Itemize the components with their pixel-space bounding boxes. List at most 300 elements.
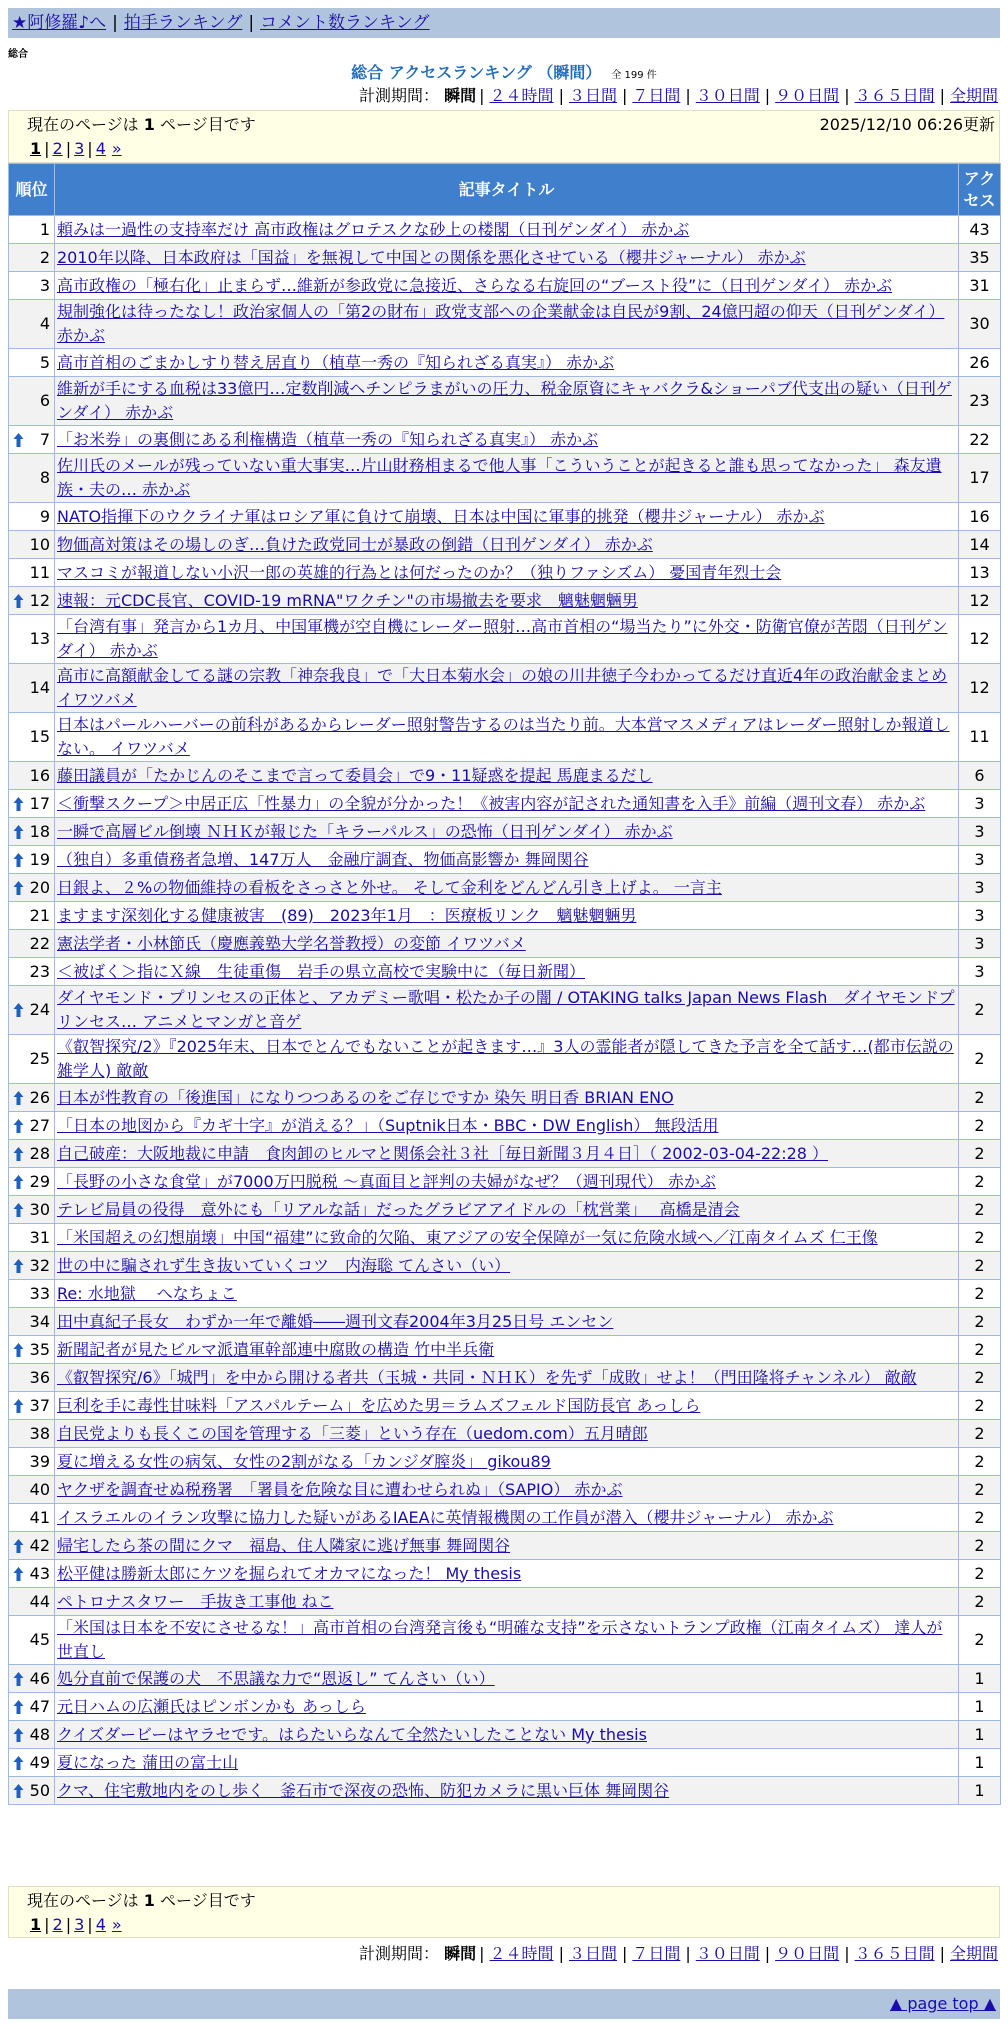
rank-cell <box>9 1448 55 1476</box>
title-cell <box>55 1224 959 1252</box>
article-link[interactable]: 日銀よ、２%の物価維持の看板をさっさと外せ。 そして金利をどんどん引き上げよ。 一言主 <box>57 877 722 897</box>
nav-link-applause-ranking[interactable]: 拍手ランキング <box>123 13 243 33</box>
period-30d[interactable]: ３０日間 <box>695 86 760 105</box>
article-link[interactable]: 自民党よりも長くこの国を管理する「三菱」という存在（uedom.com）五月晴郎 <box>57 1423 648 1443</box>
page-info-text: 現在のページは 1 ページ目です <box>27 115 256 134</box>
access-count: 12 <box>959 664 1001 713</box>
rank-number: 41 <box>29 1507 50 1527</box>
article-link[interactable]: 日本はパールハーバーの前科があるからレーダー照射警告するのは当たり前。大本営マスメディアはレーダー照射しか報道しない。 イワツバメ <box>57 715 950 758</box>
rank-up-arrow-icon <box>13 1671 24 1687</box>
access-count: 1 <box>959 1777 1001 1805</box>
period-label: 計測期間： <box>359 86 440 105</box>
table-row <box>9 1168 1001 1196</box>
title-cell <box>55 958 959 986</box>
rank-up-arrow-icon <box>13 593 24 609</box>
rank-cell <box>9 902 55 930</box>
rank-cell <box>9 846 55 874</box>
access-count: 2 <box>959 1364 1001 1392</box>
access-count: 2 <box>959 1616 1001 1665</box>
access-count: 2 <box>959 1112 1001 1140</box>
pager-page-4[interactable]: 4 <box>95 139 106 158</box>
access-count: 14 <box>959 531 1001 559</box>
rank-number: 10 <box>29 534 50 554</box>
table-row <box>9 377 1001 426</box>
pager-current-bottom: 1 <box>30 1915 42 1934</box>
title-cell <box>55 1168 959 1196</box>
access-count: 3 <box>959 790 1001 818</box>
table-row <box>9 713 1001 762</box>
rank-cell <box>9 216 55 244</box>
title-cell <box>55 587 959 615</box>
access-count: 35 <box>959 244 1001 272</box>
table-row <box>9 1035 1001 1084</box>
rank-number: 20 <box>29 877 50 897</box>
article-link[interactable]: 「長野の小さな食堂」が7000万円脱税 ～真面目と評判の夫婦がなぜ？（週刊現代） 赤かぶ <box>57 1171 716 1191</box>
access-count: 30 <box>959 300 1001 349</box>
rank-number: 50 <box>29 1780 50 1800</box>
title-cell <box>55 1448 959 1476</box>
rank-cell <box>9 1035 55 1084</box>
title-cell <box>55 377 959 426</box>
article-link[interactable]: 「台湾有事」発言から1カ月、中国軍機が空自機にレーダー照射…高市首相の“場当たり”に外交・防衛官僚が苦悶（日刊ゲンダイ） 赤かぶ <box>57 617 948 660</box>
rank-cell <box>9 1721 55 1749</box>
title-cell <box>55 300 959 349</box>
pager-page-2-bottom[interactable]: 2 <box>52 1915 63 1934</box>
article-link[interactable]: 《叡智探究/2》『2025年末、日本でとんでもないことが起きます…』3人の霊能者が隠してきた予言を全て話す…(都市伝説の雑学人) 敵敵 <box>57 1037 954 1080</box>
period-3d-bottom[interactable]: ３日間 <box>568 1944 617 1963</box>
table-row <box>9 1616 1001 1665</box>
rank-cell <box>9 1616 55 1665</box>
article-link[interactable]: 巨利を手に毒性甘味料「アスパルテーム」を広めた男＝ラムズフェルド国防長官 あっしら <box>57 1395 701 1415</box>
title-cell <box>55 1035 959 1084</box>
article-link[interactable]: 《叡智探究/6》「城門」を中から開ける者共（玉城・共同・ＮＨＫ）を先ず「成敗」せよ！（門田隆将チャンネル） 敵敵 <box>57 1367 917 1387</box>
table-row <box>9 1504 1001 1532</box>
table-row <box>9 1749 1001 1777</box>
title-cell <box>55 349 959 377</box>
rank-cell <box>9 930 55 958</box>
rank-number: 1 <box>39 219 50 239</box>
article-link[interactable]: （独自）多重債務者急増、147万人 金融庁調査、物価高影響か 舞岡関谷 <box>57 849 589 869</box>
title-cell <box>55 1504 959 1532</box>
pager-page-3[interactable]: 3 <box>74 139 85 158</box>
rank-number: 22 <box>29 933 50 953</box>
rank-cell <box>9 454 55 503</box>
rank-up-arrow-icon <box>13 1783 24 1799</box>
article-link[interactable]: 速報：元CDC長官、COVID-19 mRNA"ワクチン"の市場撤去を要求 魑魅魍魎男 <box>57 590 638 610</box>
rank-cell <box>9 1196 55 1224</box>
rank-number: 30 <box>29 1199 50 1219</box>
article-link[interactable]: 帰宅したら茶の間にクマ 福島、住人隣家に逃げ無事 舞岡関谷 <box>57 1535 511 1555</box>
period-all[interactable]: 全期間 <box>949 86 998 105</box>
article-link[interactable]: 佐川氏のメールが残っていない重大事実…片山財務相まるで他人事「こういうことが起きると誰も思ってなかった」 森友遺族・夫の… 赤かぶ <box>57 456 942 499</box>
title-cell <box>55 902 959 930</box>
table-row <box>9 426 1001 454</box>
article-link[interactable]: 松平健は勝新太郎にケツを掘られてオカマになった！ My thesis <box>57 1563 522 1583</box>
title-cell <box>55 846 959 874</box>
rank-cell <box>9 587 55 615</box>
article-link[interactable]: 世の中に騙されず生き抜いていくコツ 内海聡 てんさい（い） <box>57 1255 511 1275</box>
rank-cell <box>9 1084 55 1112</box>
period-3d[interactable]: ３日間 <box>568 86 617 105</box>
pager-page-4-bottom[interactable]: 4 <box>95 1915 106 1934</box>
article-link[interactable]: 自己破産：大阪地裁に申請 食肉卸のヒルマと関係会社３社［毎日新聞３月４日］（ 2002-03-04-22:28 ） <box>57 1143 829 1163</box>
title-cell <box>55 1560 959 1588</box>
period-current-bottom: 瞬間 <box>444 1944 477 1963</box>
period-90d[interactable]: ９０日間 <box>775 86 840 105</box>
title-cell <box>55 531 959 559</box>
article-link[interactable]: 規制強化は待ったなし！政治家個人の「第2の財布」政党支部への企業献金は自民が9割、24億円超の仰天（日刊ゲンダイ） 赤かぶ <box>57 302 945 345</box>
period-all-bottom[interactable]: 全期間 <box>949 1944 998 1963</box>
rank-number: 13 <box>29 629 50 648</box>
rank-cell <box>9 874 55 902</box>
rank-up-arrow-icon <box>13 1755 24 1771</box>
rank-number: 18 <box>29 821 50 841</box>
rank-cell <box>9 664 55 713</box>
article-link[interactable]: ペトロナスタワー 手抜き工事他 ねこ <box>57 1591 334 1611</box>
rank-cell <box>9 1168 55 1196</box>
rank-number: 24 <box>29 1000 50 1019</box>
rank-cell <box>9 272 55 300</box>
article-link[interactable]: マスコミが報道しない小沢一郎の英雄的行為とは何だったのか？（独りファシズム） 憂国青年烈士会 <box>57 562 782 582</box>
table-row <box>9 559 1001 587</box>
table-row <box>9 874 1001 902</box>
pager-next[interactable]: » <box>111 139 122 158</box>
access-count: 3 <box>959 958 1001 986</box>
title-cell <box>55 930 959 958</box>
rank-cell <box>9 1364 55 1392</box>
nav-link-asyura[interactable]: ★阿修羅♪へ <box>12 13 107 33</box>
title-cell <box>55 1777 959 1805</box>
title-cell <box>55 1693 959 1721</box>
rank-up-arrow-icon <box>13 1727 24 1743</box>
rank-up-arrow-icon <box>13 1258 24 1274</box>
rank-number: 38 <box>29 1423 50 1443</box>
table-row <box>9 930 1001 958</box>
table-row <box>9 1364 1001 1392</box>
rank-number: 40 <box>29 1479 50 1499</box>
rank-number: 27 <box>29 1115 50 1135</box>
rank-cell <box>9 300 55 349</box>
rank-number: 48 <box>29 1724 50 1744</box>
article-link[interactable]: Re: 水地獄 へなちょこ <box>57 1283 237 1303</box>
article-link[interactable]: クイズダービーはヤラセです。はらたいらなんて全然たいしたことない My thesis <box>57 1724 647 1744</box>
article-link[interactable]: 高市首相のごまかしすり替え居直り（植草一秀の『知られざる真実』） 赤かぶ <box>57 352 615 372</box>
title-cell <box>55 664 959 713</box>
title-cell <box>55 1392 959 1420</box>
rank-number: 11 <box>29 562 50 582</box>
article-link[interactable]: 夏に増える女性の病気、女性の2割がなる「カンジダ膣炎」 gikou89 <box>57 1451 551 1471</box>
table-row <box>9 1665 1001 1693</box>
page-info-bottom <box>8 1886 1000 1938</box>
access-count: 2 <box>959 1560 1001 1588</box>
article-link[interactable]: 憲法学者・小林節氏（慶應義塾大学名誉教授）の変節 イワツバメ <box>57 933 526 953</box>
rank-number: 39 <box>29 1451 50 1471</box>
title-cell <box>55 454 959 503</box>
access-count: 2 <box>959 986 1001 1035</box>
article-link[interactable]: 元日ハムの広瀬氏はピンボンかも あっしら <box>57 1696 366 1716</box>
rank-number: 19 <box>29 849 50 869</box>
article-link[interactable]: 日本が性教育の「後進国」になりつつあるのをご存じですか 染矢 明日香 BRIAN ENO <box>57 1087 674 1107</box>
title-cell <box>55 790 959 818</box>
page-info-text-bottom: 現在のページは 1 ページ目です <box>27 1891 256 1910</box>
article-link[interactable]: 夏になった 蒲田の富士山 <box>57 1752 239 1772</box>
rank-number: 23 <box>29 961 50 981</box>
access-count: 2 <box>959 1504 1001 1532</box>
article-link[interactable]: 「米国超えの幻想崩壊」中国“福建”に致命的欠陥、東アジアの安全保障が一気に危険水域へ／江南タイムズ 仁王像 <box>57 1227 878 1247</box>
article-link[interactable]: ＜被ばく＞指にＸ線 生徒重傷 岩手の県立高校で実験中に（毎日新聞） <box>57 961 586 981</box>
pager-page-3-bottom[interactable]: 3 <box>74 1915 85 1934</box>
period-7d[interactable]: ７日間 <box>632 86 681 105</box>
total-count: 全 199 件 <box>611 70 657 81</box>
rank-up-arrow-icon <box>13 1202 24 1218</box>
article-link[interactable]: 一瞬で高層ビル倒壊 ＮＨＫが報じた「キラーパルス」の恐怖（日刊ゲンダイ） 赤かぶ <box>57 821 673 841</box>
access-count: 2 <box>959 1476 1001 1504</box>
rank-number: 31 <box>29 1227 50 1247</box>
table-row <box>9 664 1001 713</box>
rank-number: 7 <box>39 429 50 449</box>
article-link[interactable]: 処分直前で保護の犬 不思議な力で“恩返し” てんさい（い） <box>57 1668 495 1688</box>
article-link[interactable]: 藤田議員が「たかじんのそこまで言って委員会」で9・11疑惑を提起 馬鹿まるだし <box>57 765 653 785</box>
period-365d-bottom[interactable]: ３６５日間 <box>854 1944 935 1963</box>
access-count: 12 <box>959 615 1001 664</box>
title-cell <box>55 1252 959 1280</box>
nav-link-comment-ranking[interactable]: コメント数ランキング <box>260 13 430 33</box>
rank-cell <box>9 713 55 762</box>
rank-number: 42 <box>29 1535 50 1555</box>
rank-cell <box>9 818 55 846</box>
table-row <box>9 1588 1001 1616</box>
rank-number: 34 <box>29 1311 50 1331</box>
title-cell <box>55 1112 959 1140</box>
rank-cell <box>9 1280 55 1308</box>
article-link[interactable]: 高市政権の「極右化」止まらず…維新が参政党に急接近、さらなる右旋回の“ブースト役”に（日刊ゲンダイ） 赤かぶ <box>57 275 893 295</box>
article-link[interactable]: 頼みは一過性の支持率だけ 高市政権はグロテスクな砂上の楼閣（日刊ゲンダイ） 赤かぶ <box>57 219 690 239</box>
pager-next-bottom[interactable]: » <box>111 1915 122 1934</box>
rank-number: 47 <box>29 1696 50 1716</box>
rank-cell <box>9 1392 55 1420</box>
rank-number: 43 <box>29 1563 50 1583</box>
rank-up-arrow-icon <box>13 1566 24 1582</box>
page-top-link[interactable]: ▲ page top ▲ <box>889 1994 996 2013</box>
rank-number: 5 <box>39 352 50 372</box>
article-link[interactable]: 2010年以降、日本政府は「国益」を無視して中国との関係を悪化させている（櫻井ジャーナル） 赤かぶ <box>57 247 806 267</box>
rank-number: 3 <box>39 275 50 295</box>
rank-number: 2 <box>39 247 50 267</box>
header-access: アクセス <box>959 164 1001 216</box>
period-90d-bottom[interactable]: ９０日間 <box>775 1944 840 1963</box>
rank-number: 37 <box>29 1395 50 1415</box>
period-current: 瞬間 <box>444 86 477 105</box>
article-link[interactable]: NATO指揮下のウクライナ軍はロシア軍に負けて崩壊、日本は中国に軍事的挑発（櫻井ジャーナル） 赤かぶ <box>57 506 825 526</box>
table-row <box>9 454 1001 503</box>
article-link[interactable]: イスラエルのイラン攻撃に協力した疑いがあるIAEAに英情報機関の工作員が潜入（櫻井ジャーナル） 赤かぶ <box>57 1507 834 1527</box>
article-link[interactable]: 高市に高額献金してる謎の宗教「神奈我良」で「大日本菊水会」の娘の川井徳子今わかってるだけ直近4年の政治献金まとめ イワツバメ <box>57 666 948 709</box>
rank-up-arrow-icon <box>13 1174 24 1190</box>
article-link[interactable]: クマ、住宅敷地内をのし歩く 釜石市で深夜の恐怖、防犯カメラに黒い巨体 舞岡関谷 <box>57 1780 670 1800</box>
article-link[interactable]: ますます深刻化する健康被害 (89) 2023年1月 ：医療板リンク 魑魅魍魎男 <box>57 905 637 925</box>
pager-page-2[interactable]: 2 <box>52 139 63 158</box>
rank-number: 17 <box>29 793 50 813</box>
access-count: 3 <box>959 818 1001 846</box>
title-cell <box>55 426 959 454</box>
table-row <box>9 1693 1001 1721</box>
article-link[interactable]: ＜衝撃スクープ＞中居正広「性暴力」の全貌が分かった！《被害内容が記された通知書を入手》前編（週刊文春） 赤かぶ <box>57 793 926 813</box>
table-row <box>9 531 1001 559</box>
article-link[interactable]: テレビ局員の役得 意外にも「リアルな話」だったグラビアアイドルの「枕営業」 高橋是清会 <box>57 1199 740 1219</box>
rank-number: 45 <box>29 1630 50 1649</box>
access-count: 1 <box>959 1721 1001 1749</box>
period-30d-bottom[interactable]: ３０日間 <box>695 1944 760 1963</box>
period-selector-bottom: 計測期間： 瞬間 | ２４時間 | ３日間 | ７日間 | ３０日間 | ９０日間 | ３６５日間 | 全期間 <box>359 1944 998 1963</box>
table-row <box>9 1140 1001 1168</box>
rank-cell <box>9 762 55 790</box>
rank-cell <box>9 790 55 818</box>
table-row <box>9 958 1001 986</box>
table-row <box>9 1560 1001 1588</box>
rank-up-arrow-icon <box>13 880 24 896</box>
article-link[interactable]: 「日本の地図から『カギ十字』が消える？」（Suptnik日本・BBC・DW English） 無段活用 <box>57 1115 719 1135</box>
access-count: 11 <box>959 713 1001 762</box>
rank-number: 44 <box>29 1591 50 1611</box>
article-link[interactable]: 新聞記者が見たビルマ派遣軍幹部連中腐敗の構造 竹中半兵衛 <box>57 1339 495 1359</box>
rank-cell <box>9 1560 55 1588</box>
access-count: 2 <box>959 1196 1001 1224</box>
title-cell <box>55 874 959 902</box>
access-count: 2 <box>959 1392 1001 1420</box>
table-row <box>9 986 1001 1035</box>
pager-top: 1 | 2 | 3 | 4 » <box>30 139 122 158</box>
title-cell <box>55 986 959 1035</box>
access-count: 2 <box>959 1588 1001 1616</box>
table-row <box>9 902 1001 930</box>
access-count: 31 <box>959 272 1001 300</box>
access-count: 2 <box>959 1035 1001 1084</box>
article-link[interactable]: 田中真紀子長女 わずか一年で離婚――週刊文春2004年3月25日号 エンセン <box>57 1311 614 1331</box>
title-cell <box>55 559 959 587</box>
rank-cell <box>9 1140 55 1168</box>
table-row <box>9 1308 1001 1336</box>
title-cell <box>55 216 959 244</box>
rank-cell <box>9 559 55 587</box>
title-cell <box>55 244 959 272</box>
rank-number: 36 <box>29 1367 50 1387</box>
period-24h[interactable]: ２４時間 <box>489 86 554 105</box>
access-count: 2 <box>959 1084 1001 1112</box>
table-row <box>9 1224 1001 1252</box>
article-link[interactable]: ヤクザを調査せぬ税務署 「署員を危険な目に遭わせられぬ」（SAPIO） 赤かぶ <box>57 1479 623 1499</box>
article-link[interactable]: ダイヤモンド・プリンセスの正体と、アカデミー歌唱・松たか子の闇 / OTAKING talks Japan News Flash ダイヤモンドプリンセス… アニメとマンガと音ゲ <box>57 988 955 1031</box>
ranking-table <box>8 163 1001 1805</box>
rank-cell <box>9 531 55 559</box>
table-row <box>9 615 1001 664</box>
period-7d-bottom[interactable]: ７日間 <box>632 1944 681 1963</box>
rank-cell <box>9 615 55 664</box>
period-24h-bottom[interactable]: ２４時間 <box>489 1944 554 1963</box>
access-count: 16 <box>959 503 1001 531</box>
title-cell <box>55 615 959 664</box>
table-row <box>9 503 1001 531</box>
rank-up-arrow-icon <box>13 1699 24 1715</box>
title-cell <box>55 1588 959 1616</box>
access-count: 3 <box>959 874 1001 902</box>
rank-cell <box>9 349 55 377</box>
ranking-title: 総合 アクセスランキング （瞬間） <box>351 63 602 82</box>
rank-number: 16 <box>29 765 50 785</box>
rank-number: 4 <box>39 314 50 333</box>
access-count: 2 <box>959 1168 1001 1196</box>
access-count: 1 <box>959 1665 1001 1693</box>
table-row <box>9 244 1001 272</box>
title-cell <box>55 713 959 762</box>
title-cell <box>55 818 959 846</box>
rank-cell <box>9 503 55 531</box>
rank-up-arrow-icon <box>13 1118 24 1134</box>
rank-up-arrow-icon <box>13 1090 24 1106</box>
access-count: 2 <box>959 1252 1001 1280</box>
table-row <box>9 1084 1001 1112</box>
title-cell <box>55 503 959 531</box>
rank-cell <box>9 244 55 272</box>
table-row <box>9 1777 1001 1805</box>
article-link[interactable]: 物価高対策はその場しのぎ…負けた政党同士が暴政の倒錯（日刊ゲンダイ） 赤かぶ <box>57 534 653 554</box>
table-row <box>9 1420 1001 1448</box>
rank-cell <box>9 1224 55 1252</box>
table-row <box>9 1112 1001 1140</box>
title-cell <box>55 1721 959 1749</box>
section-label: 総合 <box>8 49 28 60</box>
table-row <box>9 818 1001 846</box>
rank-number: 33 <box>29 1283 50 1303</box>
updated-timestamp: 2025/12/10 06:26更新 <box>819 115 995 134</box>
rank-number: 8 <box>39 468 50 487</box>
title-cell <box>55 1665 959 1693</box>
rank-up-arrow-icon <box>13 852 24 868</box>
period-label-bottom: 計測期間： <box>359 1944 440 1963</box>
rank-cell <box>9 1476 55 1504</box>
access-count: 3 <box>959 930 1001 958</box>
access-count: 26 <box>959 349 1001 377</box>
table-row <box>9 1252 1001 1280</box>
period-365d[interactable]: ３６５日間 <box>854 86 935 105</box>
rank-cell <box>9 1112 55 1140</box>
title-cell <box>55 1140 959 1168</box>
table-row <box>9 790 1001 818</box>
access-count: 2 <box>959 1420 1001 1448</box>
access-count: 2 <box>959 1224 1001 1252</box>
article-link[interactable]: 「お米券」の裏側にある利権構造（植草一秀の『知られざる真実』） 赤かぶ <box>57 429 599 449</box>
table-row <box>9 1448 1001 1476</box>
table-row <box>9 846 1001 874</box>
rank-cell <box>9 986 55 1035</box>
pager-bottom: 1 | 2 | 3 | 4 » <box>30 1915 122 1934</box>
article-link[interactable]: 維新が手にする血税は33億円…定数削減ヘチンピラまがいの圧力、税金原資にキャバクラ&ショーパブ代支出の疑い（日刊ゲンダイ） 赤かぶ <box>57 379 952 422</box>
rank-cell <box>9 426 55 454</box>
rank-cell <box>9 1749 55 1777</box>
top-nav-bar: ★阿修羅♪へ | 拍手ランキング | コメント数ランキング <box>8 8 1000 38</box>
article-link[interactable]: 「米国は日本を不安にさせるな！」高市首相の台湾発言後も“明確な支持”を示さないトランプ政権（江南タイムズ） 達人が世直し <box>57 1618 943 1661</box>
access-count: 3 <box>959 846 1001 874</box>
table-row <box>9 216 1001 244</box>
rank-cell <box>9 1504 55 1532</box>
table-row <box>9 1392 1001 1420</box>
rank-up-arrow-icon <box>13 1398 24 1414</box>
rank-cell <box>9 1308 55 1336</box>
title-cell <box>55 762 959 790</box>
rank-cell <box>9 1252 55 1280</box>
access-count: 2 <box>959 1448 1001 1476</box>
pager-current: 1 <box>30 139 42 158</box>
page-top-bar <box>8 1989 1000 2019</box>
